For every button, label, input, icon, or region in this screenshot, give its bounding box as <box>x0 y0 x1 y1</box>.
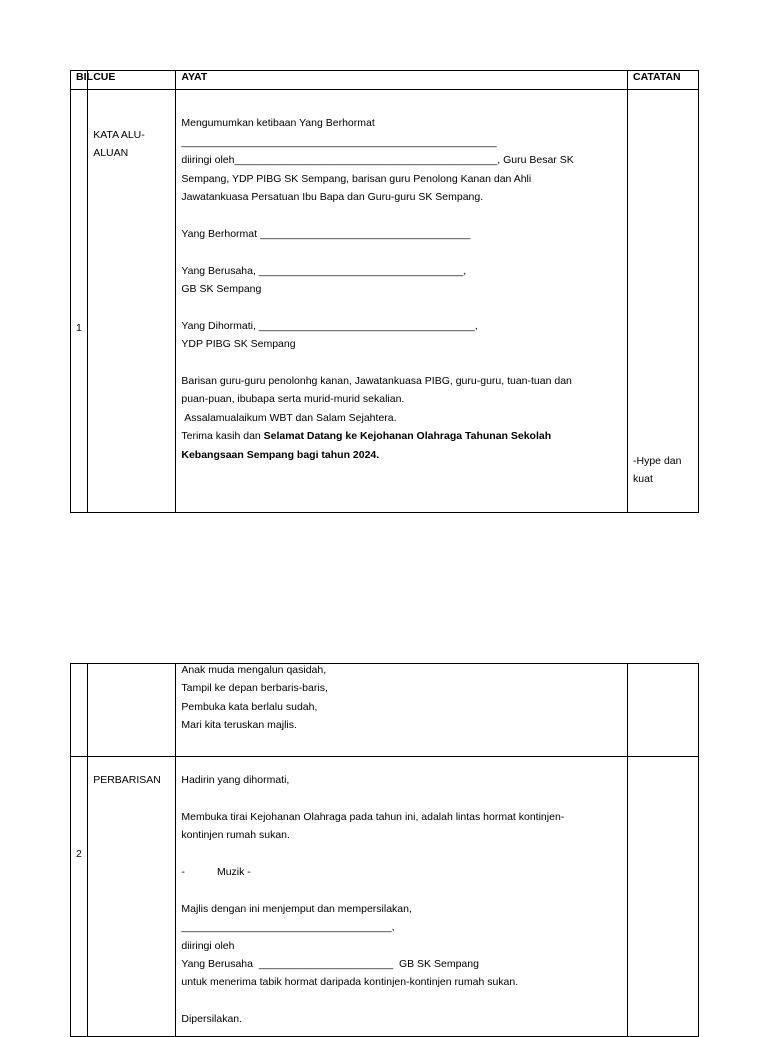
ayat-line <box>181 298 622 316</box>
ayat-line: Hadirin yang dihormati, <box>181 774 290 786</box>
header-bil: BIL <box>71 71 88 90</box>
header-ayat: AYAT <box>176 71 628 90</box>
table-row-pantun <box>71 664 699 757</box>
pantun-line: Tampil ke depan berbaris-baris, <box>181 682 328 695</box>
closing-prefix: Terima kasih dan <box>181 430 264 443</box>
ayat-line: Yang Berhormat ____________________________________ <box>181 227 471 240</box>
ayat-line: Majlis dengan ini menjemput dan mempersilakan, <box>181 902 412 915</box>
cue-table-page-1 <box>70 70 699 513</box>
closing-bold-text-2: Kebangsaan Sempang bagi tahun 2024. <box>181 448 380 461</box>
bil-cell <box>71 757 88 1037</box>
bil-cell <box>71 664 88 757</box>
bil-number: 2 <box>76 848 82 860</box>
ayat-line: ______________________________________________________ <box>181 135 497 148</box>
ayat-line: Mengumumkan ketibaan Yang Berhormat <box>181 117 375 130</box>
ayat-line <box>181 96 622 114</box>
ayat-cell <box>176 90 628 513</box>
cue-cell <box>88 664 176 757</box>
catatan-cell <box>628 664 699 757</box>
header-catatan: CATATAN <box>628 71 699 90</box>
cue-text: PERBARISAN <box>93 774 161 786</box>
ayat-line: Yang Berusaha _______________________ GB SK Sempang <box>181 958 479 971</box>
ayat-line: Jawatankuasa Persatuan Ibu Bapa dan Guru-guru SK Sempang. <box>181 191 484 204</box>
cue-cell <box>88 757 176 1037</box>
catatan-line: kuat <box>633 473 653 486</box>
ayat-line: - Muzik - <box>181 866 251 878</box>
ayat-line: ____________________________________, <box>181 921 395 934</box>
header-cue: CUE <box>88 71 176 90</box>
ayat-line: puan-puan, ibubapa serta murid-murid sekalian. <box>181 393 405 406</box>
cue-table-page-2 <box>70 663 699 1037</box>
bil-number: 1 <box>76 322 82 335</box>
ayat-line: Yang Dihormati, _____________________________________, <box>181 319 478 332</box>
ayat-line: GB SK Sempang <box>181 283 262 296</box>
ayat-line <box>181 789 622 807</box>
ayat-line <box>181 845 622 863</box>
ayat-line <box>181 354 622 372</box>
header-row <box>71 71 699 90</box>
ayat-line: Assalamualaikum WBT dan Salam Sejahtera. <box>181 411 397 424</box>
cue-text-line: ALUAN <box>93 147 129 160</box>
ayat-line: Sempang, YDP PIBG SK Sempang, barisan guru Penolong Kanan dan Ahli <box>181 172 532 185</box>
ayat-line: Barisan guru-guru penolonhg kanan, Jawatankuasa PIBG, guru-guru, tuan-tuan dan <box>181 375 572 388</box>
catatan-line: -Hype dan <box>633 455 682 467</box>
ayat-line: diiringi oleh <box>181 939 235 952</box>
ayat-line: Dipersilakan. <box>181 1013 243 1026</box>
catatan-cell <box>628 757 699 1037</box>
ayat-line <box>181 206 622 224</box>
ayat-line <box>181 992 622 1010</box>
bil-cell <box>71 90 88 513</box>
ayat-line <box>181 881 622 899</box>
pantun-line: Anak muda mengalun qasidah, <box>181 664 327 676</box>
ayat-line: Membuka tirai Kejohanan Olahraga pada tahun ini, adalah lintas hormat kontinjen- <box>181 810 565 823</box>
ayat-cell <box>176 757 628 1037</box>
closing-bold-text: Selamat Datang ke Kejohanan Olahraga Tahunan Sekolah <box>263 430 552 443</box>
catatan-cell <box>628 90 699 513</box>
ayat-cell <box>176 664 628 757</box>
ayat-line: YDP PIBG SK Sempang <box>181 338 296 351</box>
pantun-line: Mari kita teruskan majlis. <box>181 719 297 732</box>
ayat-line-closing <box>181 427 622 445</box>
ayat-line: Yang Berusaha, ___________________________________, <box>181 264 467 277</box>
ayat-line: kontinjen rumah sukan. <box>181 829 290 842</box>
table-row <box>71 757 699 1037</box>
cue-text-line: KATA ALU- <box>93 129 145 141</box>
pantun-line: Pembuka kata berlalu sudah, <box>181 700 318 713</box>
cue-cell <box>88 90 176 513</box>
ayat-line: untuk menerima tabik hormat daripada kontinjen-kontinjen rumah sukan. <box>181 976 519 989</box>
ayat-line: diiringi oleh_____________________________________________, Guru Besar SK <box>181 154 574 167</box>
table-row <box>71 90 699 513</box>
ayat-line <box>181 243 622 261</box>
